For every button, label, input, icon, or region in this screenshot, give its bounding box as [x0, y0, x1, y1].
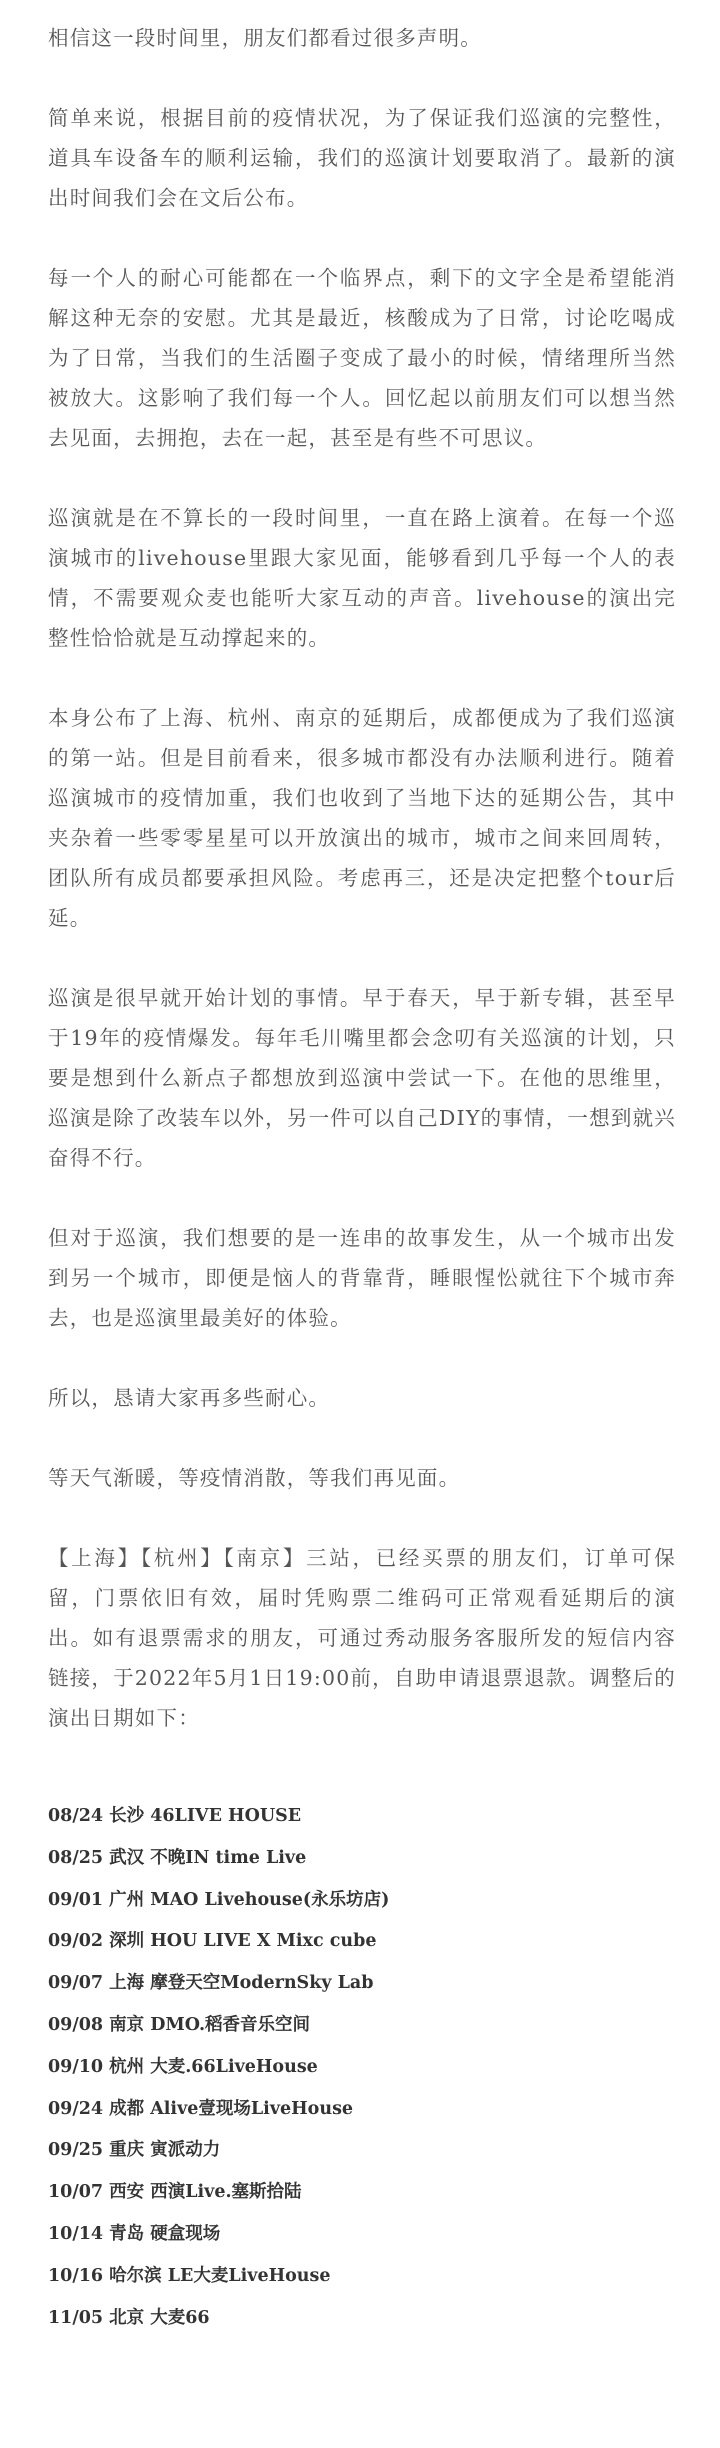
schedule-date: 08/25 [48, 1847, 104, 1868]
schedule-row [48, 1880, 676, 1922]
schedule-venue: 深圳 HOU LIVE X Mixc cube [109, 1931, 377, 1952]
schedule-venue: 青岛 硬盒现场 [109, 2223, 221, 2244]
schedule-date: 08/24 [48, 1806, 104, 1826]
schedule-venue: 武汉 不晚IN time Live [109, 1847, 307, 1868]
schedule-date: 11/05 [48, 2307, 104, 2328]
schedule-date: 09/08 [48, 2014, 104, 2035]
tour-schedule [48, 1796, 676, 2339]
schedule-venue: 成都 Alive壹现场LiveHouse [109, 2098, 354, 2119]
schedule-row [48, 2089, 676, 2131]
schedule-venue: 南京 DMO.稻香音乐空间 [109, 2014, 311, 2035]
paragraph-planning: 巡演是很早就开始计划的事情。早于春天，早于新专辑，甚至早于19年的疫情爆发。每年毛川嘴里都会念叨有关巡演的计划，只要是想到什么新点子都想放到巡演中尝试一下。在他的思维里，巡演是除了改装车以外，另一件可以自己DIY的事情，一想到就兴奋得不行。 [48, 986, 676, 1170]
schedule-date: 09/07 [48, 1973, 104, 1994]
paragraph-intro: 相信这一段时间里，朋友们都看过很多声明。 [48, 26, 482, 50]
paragraph-cancellation: 简单来说，根据目前的疫情状况，为了保证我们巡演的完整性，道具车设备车的顺利运输，我们的巡演计划要取消了。最新的演出时间我们会在文后公布。 [48, 106, 676, 210]
schedule-row [48, 2130, 676, 2172]
schedule-row [48, 2256, 676, 2298]
paragraph-livehouse: 巡演就是在不算长的一段时间里，一直在路上演着。在每一个巡演城市的livehouse里跟大家见面，能够看到几乎每一个人的表情，不需要观众麦也能听大家互动的声音。livehouse的演出完整性恰恰就是互动撑起来的。 [48, 506, 676, 650]
schedule-row [48, 2172, 676, 2214]
schedule-date: 09/25 [48, 2140, 104, 2161]
schedule-venue: 西安 西演Live.塞斯拾陆 [109, 2182, 302, 2203]
paragraph-ticket-info: 【上海】【杭州】【南京】三站，已经买票的朋友们，订单可保留，门票依旧有效，届时凭购票二维码可正常观看延期后的演出。如有退票需求的朋友，可通过秀动服务客服所发的短信内容链接，于2022年5月1日19:00前，自助申请退票退款。调整后的演出日期如下： [48, 1546, 676, 1730]
schedule-venue: 重庆 寅派动力 [109, 2140, 221, 2161]
schedule-venue: 北京 大麦66 [109, 2307, 210, 2328]
schedule-row [48, 2047, 676, 2089]
paragraph-request: 所以，恳请大家再多些耐心。 [48, 1386, 331, 1410]
schedule-row [48, 1838, 676, 1880]
schedule-date: 10/07 [48, 2182, 104, 2203]
schedule-date: 09/02 [48, 1931, 104, 1952]
paragraph-patience: 每一个人的耐心可能都在一个临界点，剩下的文字全是希望能消解这种无奈的安慰。尤其是最近，核酸成为了日常，讨论吃喝成为了日常，当我们的生活圈子变成了最小的时候，情绪理所当然被放大。这影响了我们每一个人。回忆起以前朋友们可以想当然去见面，去拥抱，去在一起，甚至是有些不可思议。 [48, 266, 676, 450]
schedule-date: 09/01 [48, 1889, 104, 1910]
schedule-venue: 上海 摩登天空ModernSky Lab [109, 1973, 374, 1994]
schedule-row [48, 2298, 676, 2340]
paragraph-see-you: 等天气渐暖，等疫情消散，等我们再见面。 [48, 1466, 461, 1490]
paragraph-story: 但对于巡演，我们想要的是一连串的故事发生，从一个城市出发到另一个城市，即便是恼人的背靠背，睡眼惺忪就往下个城市奔去，也是巡演里最美好的体验。 [48, 1226, 676, 1330]
schedule-row [48, 1963, 676, 2005]
schedule-row [48, 1796, 676, 1838]
schedule-venue: 哈尔滨 LE大麦LiveHouse [109, 2265, 331, 2286]
schedule-row [48, 1921, 676, 1963]
schedule-venue: 杭州 大麦.66LiveHouse [109, 2056, 318, 2077]
paragraph-postponement: 本身公布了上海、杭州、南京的延期后，成都便成为了我们巡演的第一站。但是目前看来，很多城市都没有办法顺利进行。随着巡演城市的疫情加重，我们也收到了当地下达的延期公告，其中夹杂着一些零零星星可以开放演出的城市，城市之间来回周转，团队所有成员都要承担风险。考虑再三，还是决定把整个tour后延。 [48, 706, 676, 930]
schedule-date: 09/24 [48, 2098, 104, 2119]
schedule-venue: 广州 MAO Livehouse(永乐坊店) [109, 1889, 390, 1910]
schedule-row [48, 2214, 676, 2256]
schedule-row [48, 2005, 676, 2047]
schedule-date: 09/10 [48, 2056, 104, 2077]
schedule-date: 10/16 [48, 2265, 104, 2286]
schedule-venue: 长沙 46LIVE HOUSE [109, 1806, 302, 1826]
schedule-date: 10/14 [48, 2223, 104, 2244]
